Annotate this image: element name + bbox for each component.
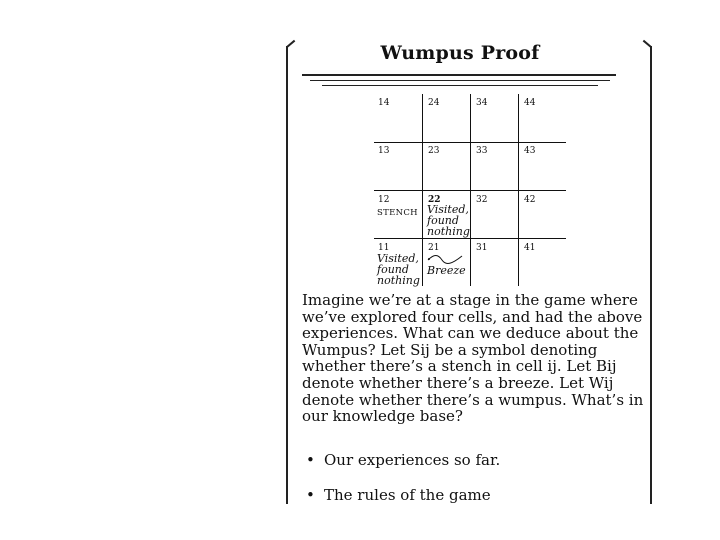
slide-title: Wumpus Proof xyxy=(380,42,540,64)
cell-label-42: 42 xyxy=(524,195,536,205)
body-paragraph: Imagine we’re at a stage in the game where we’ve explored four cells, and had the above experiences. What can we deduce about the Wumpus? Let Sij be a symbol denoting whether there’s a stench in cell ij. Let Bij denote whether there’s a breeze. Let Wij denote whether there’s a wumpus. What’s in our knowledge base? xyxy=(302,291,644,426)
cell-label-31: 31 xyxy=(476,243,488,253)
bullet-item-1 xyxy=(306,452,500,469)
cell-label-14: 14 xyxy=(378,98,390,108)
cell-label-34: 34 xyxy=(476,98,488,108)
cell-label-44: 44 xyxy=(524,98,536,108)
cell-label-13: 13 xyxy=(378,146,390,156)
breeze-wave-icon xyxy=(426,252,466,264)
bullet-text-2: The rules of the game xyxy=(324,486,491,504)
visited-note-11-line3: nothing xyxy=(377,274,420,287)
bullet-item-2 xyxy=(306,487,491,504)
cell-label-32: 32 xyxy=(476,195,488,205)
visited-note-11-line2: found xyxy=(377,263,409,276)
breeze-label: Breeze xyxy=(427,264,466,277)
visited-note-22-line1: Visited, xyxy=(427,203,469,216)
grid-line-h2 xyxy=(374,190,566,191)
title-rule-1 xyxy=(302,74,616,76)
title-rule-3 xyxy=(322,85,598,86)
bullet-text-1: Our experiences so far. xyxy=(324,451,501,469)
frame-corner-top-left xyxy=(286,40,295,48)
visited-note-22 xyxy=(427,204,470,237)
cell-label-23: 23 xyxy=(428,146,440,156)
frame-corner-top-right xyxy=(643,40,652,48)
cell-label-22: 22 xyxy=(428,195,441,205)
cell-label-43: 43 xyxy=(524,146,536,156)
wumpus-grid xyxy=(374,94,566,286)
visited-note-11 xyxy=(377,253,420,286)
bullet-dot-icon: • xyxy=(306,486,315,504)
cell-label-11: 11 xyxy=(378,243,390,253)
cell-label-41: 41 xyxy=(524,243,536,253)
bullet-dot-icon: • xyxy=(306,451,315,469)
cell-label-12: 12 xyxy=(378,195,390,205)
grid-line-h1 xyxy=(374,142,566,143)
frame-left-border xyxy=(286,46,288,504)
cell-label-24: 24 xyxy=(428,98,440,108)
grid-line-h3 xyxy=(374,238,566,239)
frame-right-border xyxy=(650,46,652,504)
stench-label: STENCH xyxy=(377,208,418,218)
cell-label-21: 21 xyxy=(428,243,440,253)
visited-note-22-line3: nothing xyxy=(427,225,470,238)
title-rule-2 xyxy=(310,80,610,81)
visited-note-22-line2: found xyxy=(427,214,459,227)
cell-label-33: 33 xyxy=(476,146,488,156)
visited-note-11-line1: Visited, xyxy=(377,252,419,265)
